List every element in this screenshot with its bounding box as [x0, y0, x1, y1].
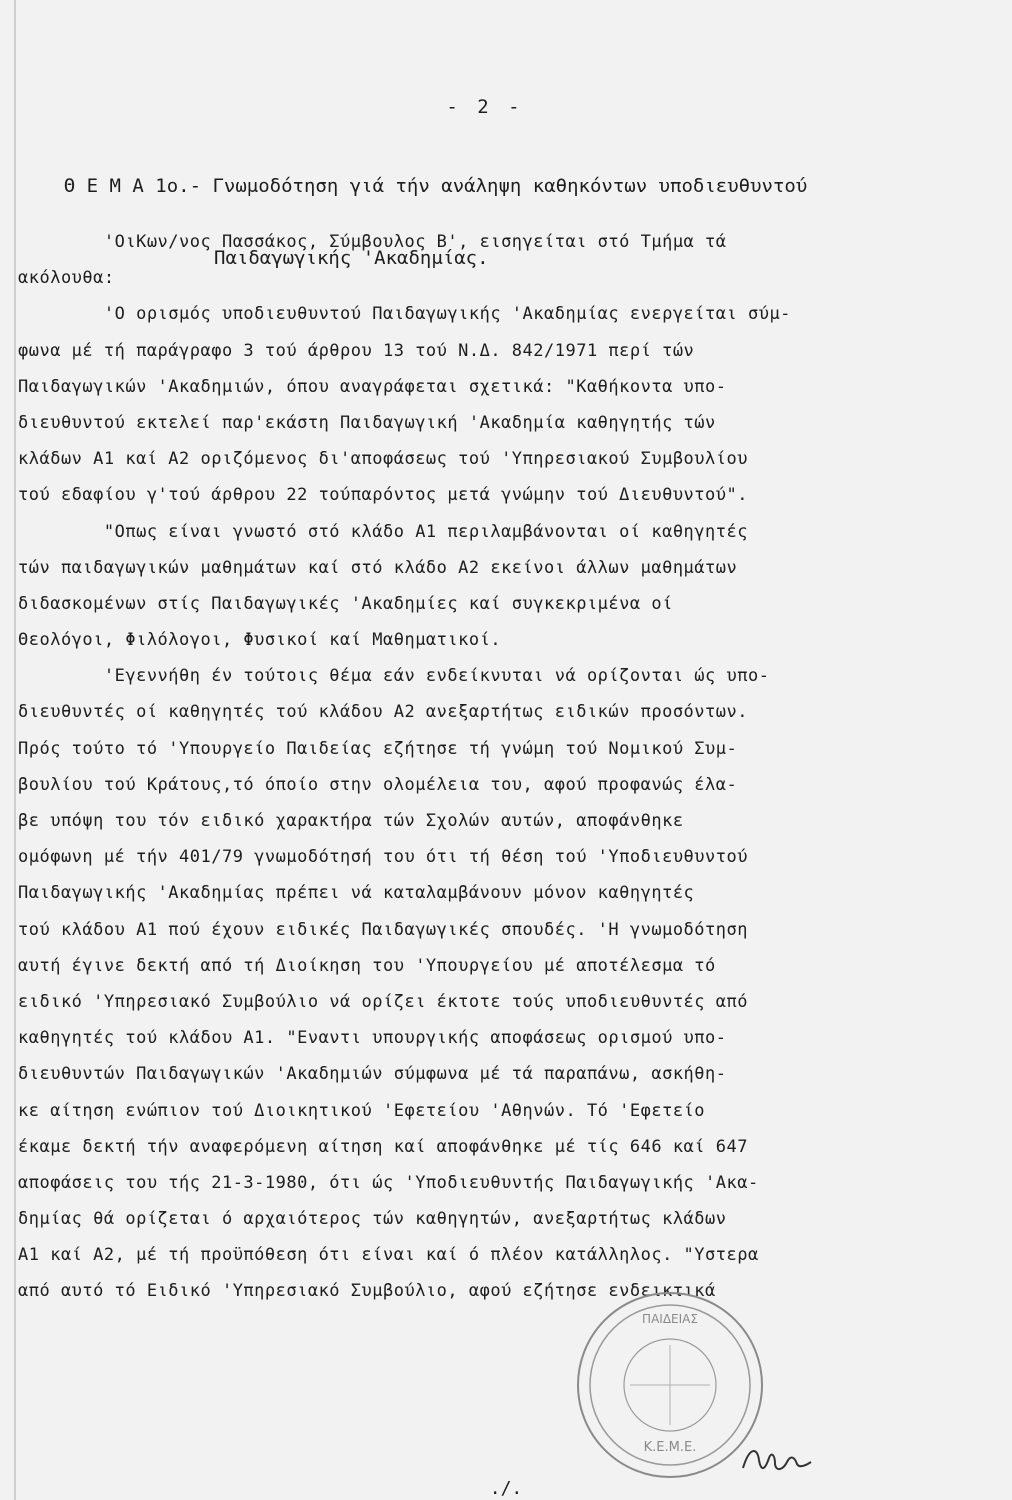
- heading-title: Θ Ε Μ Α 1ο.- Γνωμοδότηση γιά τήν ανάληψη καθηκόντων υποδιευθυντού: [63, 175, 808, 197]
- text-line: Πρός τούτο τό 'Υπουργείο Παιδείας εζήτησε τή γνώμη τού Νομικού Συμ-: [18, 738, 738, 759]
- text-line: δημίας θά ορίζεται ό αρχαιότερος τών καθηγητών, ανεξαρτήτως κλάδων: [18, 1209, 727, 1230]
- text-line: Α1 καί Α2, μέ τή προϋπόθεση ότι είναι καί ό πλέον κατάλληλος. "Υστερα: [18, 1245, 759, 1266]
- heading-subtitle: Παιδαγωγικής 'Ακαδημίας.: [214, 247, 489, 269]
- text-line: κλάδων Α1 καί Α2 οριζόμενος δι'αποφάσεως τού 'Υπηρεσιακού Συμβουλίου: [18, 449, 748, 470]
- text-line: ειδικό 'Υπηρεσιακό Συμβούλιο νά ορίζει έκτοτε τούς υποδιευθυντές από: [18, 991, 748, 1012]
- handwritten-signature: [735, 1440, 815, 1480]
- text-line: έκαμε δεκτή τήν αναφερόμενη αίτηση καί αποφάνθηκε μέ τίς 646 καί 647: [18, 1136, 748, 1157]
- text-line: ομόφωνη μέ τήν 401/79 γνωμοδότησή του ότι τή θέση τού 'Υποδιευθυντού: [18, 847, 748, 868]
- text-line: διευθυντές οί καθηγητές τού κλάδου Α2 ανεξαρτήτως ειδικών προσόντων.: [18, 702, 748, 723]
- body-text: [18, 224, 978, 1310]
- text-line: 'Εγεννήθη έν τούτοις θέμα εάν ενδείκνυται νά ορίζονται ώς υπο-: [18, 666, 770, 687]
- text-line: βε υπόψη του τόν ειδικό χαρακτήρα τών Σχολών αυτών, αποφάνθηκε: [18, 811, 684, 831]
- text-line: καθηγητές τού κλάδου Α1. "Εναντι υπουργικής αποφάσεως ορισμού υπο-: [18, 1028, 727, 1049]
- text-line: αυτή έγινε δεκτή από τή Διοίκηση του 'Υπουργείου μέ αποτέλεσμα τό: [18, 955, 716, 976]
- text-line: φωνα μέ τή παράγραφο 3 τού άρθρου 13 τού Ν.Δ. 842/1971 περί τών: [18, 340, 695, 361]
- binding-edge: [14, 0, 16, 1500]
- page-number: - 2 -: [446, 96, 524, 118]
- text-line: διευθυντού εκτελεί παρ'εκάστη Παιδαγωγική 'Ακαδημία καθηγητής τών: [18, 412, 716, 433]
- text-line: διδασκομένων στίς Παιδαγωγικές 'Ακαδημίες καί συγκεκριμένα οί: [18, 593, 673, 614]
- text-line: Παιδαγωγικών 'Ακαδημιών, όπου αναγράφεται σχετικά: "Καθήκοντα υπο-: [18, 376, 727, 397]
- text-line: διευθυντών Παιδαγωγικών 'Ακαδημιών σύμφωνα μέ τά παραπάνω, ασκήθη-: [18, 1064, 727, 1085]
- text-line: αποφάσεις του τής 21-3-1980, ότι ώς 'Υποδιευθυντής Παιδαγωγικής 'Ακα-: [18, 1172, 759, 1193]
- text-line: κε αίτηση ενώπιον τού Διοικητικού 'Εφετείου 'Αθηνών. Τό 'Εφετείο: [18, 1100, 706, 1121]
- text-line: 'ΟιΚων/νος Πασσάκος, Σύμβουλος Β', εισηγείται στό Τμήμα τά: [18, 232, 727, 252]
- text-line: τού κλάδου Α1 πού έχουν ειδικές Παιδαγωγικές σπουδές. 'Η γνωμοδότηση: [18, 919, 748, 940]
- text-line: Παιδαγωγικής 'Ακαδημίας πρέπει νά καταλαμβάνουν μόνον καθηγητές: [18, 883, 695, 904]
- text-line: Θεολόγοι, Φιλόλογοι, Φυσικοί καί Μαθηματικοί.: [18, 630, 502, 651]
- text-line: βουλίου τού Κράτους,τό όποίο στην ολομέλεια του, αφού προφανώς έλα-: [18, 774, 738, 795]
- text-line: "Οπως είναι γνωστό στό κλάδο Α1 περιλαμβάνονται οί καθηγητές: [18, 521, 748, 542]
- continuation-mark: ./.: [489, 1478, 523, 1499]
- stamp-outer-text: ΠΑΙΔΕΙΑΣ: [642, 1312, 698, 1326]
- text-line: τού εδαφίου γ'τού άρθρου 22 τούπαρόντος μετά γνώμην τού Διευθυντού".: [18, 485, 748, 506]
- text-line: από αυτό τό Ειδικό 'Υπηρεσιακό Συμβούλιο, αφού εζήτησε ενδεικτικά: [18, 1281, 716, 1302]
- stamp-inner-text: Κ.Ε.Μ.Ε.: [643, 1440, 697, 1455]
- text-line: 'Ο ορισμός υποδιευθυντού Παιδαγωγικής 'Ακαδημίας ενεργείται σύμ-: [18, 304, 791, 325]
- text-line: τών παιδαγωγικών μαθημάτων καί στό κλάδο Α2 εκείνοι άλλων μαθημάτων: [18, 557, 738, 578]
- text-line: ακόλουθα:: [18, 268, 115, 289]
